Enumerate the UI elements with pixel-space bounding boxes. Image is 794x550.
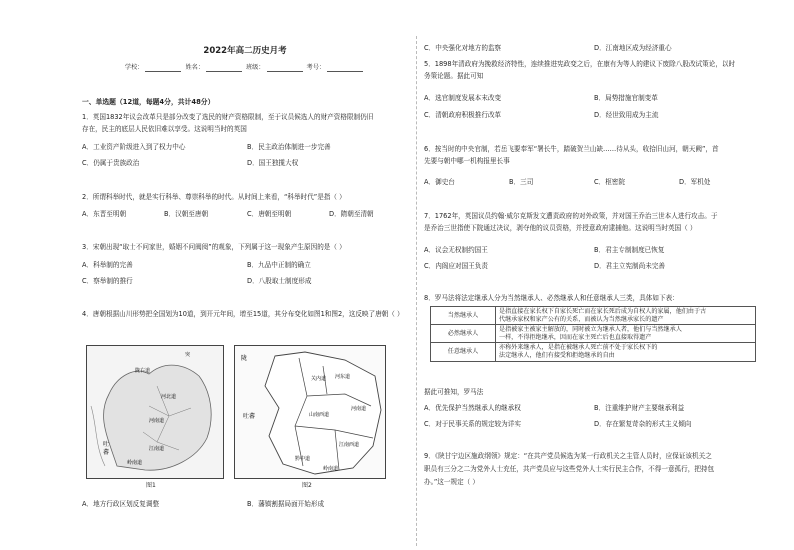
- question-3-option-a[interactable]: A．科举制的完善: [82, 261, 133, 269]
- question-7: [424, 212, 764, 232]
- table-cell-heir-type: 必然继承人: [431, 325, 496, 343]
- svg-text:吐: 吐: [103, 441, 110, 448]
- question-8-option-b[interactable]: B．注重维护财产主要继承利益: [594, 404, 685, 412]
- svg-text:黔中道: 黔中道: [295, 456, 311, 462]
- table-cell-description: [496, 325, 756, 343]
- question-2-option-d[interactable]: D．隋朝至清朝: [329, 210, 374, 218]
- class-blank[interactable]: [267, 65, 303, 72]
- school-label: 学校：: [124, 64, 144, 71]
- question-2-option-a[interactable]: A．东晋至明朝: [82, 210, 127, 218]
- question-7-option-a[interactable]: A．议会无权制约国王: [424, 246, 488, 254]
- svg-text:江南西道: 江南西道: [339, 442, 360, 448]
- question-1-stem-line2: 存在，民主的底层人民依旧难以享受。这说明当时的英国: [82, 125, 247, 134]
- question-4-option-d[interactable]: D．江南地区成为经济重心: [594, 44, 672, 52]
- table-row: [431, 307, 756, 325]
- table-row: [431, 325, 756, 343]
- question-6-stem-line2: 先要与朝中哪一机构报里长事: [424, 157, 510, 166]
- map-figure-1-drawing: [87, 346, 223, 478]
- map-figure-2-drawing: [235, 346, 385, 478]
- name-label: 姓名：: [185, 64, 205, 71]
- question-8-after-line: 据此可推知，罗马法: [424, 388, 484, 396]
- inheritance-table: [430, 306, 756, 362]
- student-info-line: [82, 64, 408, 72]
- right-column: [424, 0, 764, 550]
- svg-text:关内道: 关内道: [311, 376, 327, 382]
- question-1-option-c[interactable]: C．仍属于贵族政治: [82, 159, 140, 167]
- figure-1-caption: 图1: [146, 482, 156, 489]
- svg-text:河北道: 河北道: [161, 394, 177, 400]
- question-9-stem-line2: 职员有三分之二为党外人士充任，共产党员应与这些党外人士实行民主合作，不得一意孤行，把持包: [424, 465, 715, 474]
- question-5-option-c[interactable]: C．清朝政府积极推行改革: [424, 111, 502, 119]
- svg-text:河南道: 河南道: [149, 418, 165, 424]
- exam-title: 2022年高二历史月考: [203, 46, 287, 56]
- left-column: [82, 0, 408, 550]
- svg-text:岭南道: 岭南道: [323, 466, 339, 472]
- class-label: 班级：: [245, 64, 265, 71]
- svg-text:河东道: 河东道: [335, 374, 351, 380]
- question-6-option-c[interactable]: C．枢密院: [594, 178, 625, 186]
- svg-text:江南道: 江南道: [149, 446, 165, 452]
- exam-no-label: 考号：: [306, 64, 326, 71]
- question-5-option-d[interactable]: D．经世致用成为主流: [594, 111, 659, 119]
- question-2-option-c[interactable]: C．唐朝至明朝: [247, 210, 292, 218]
- table-cell-heir-type: 当然继承人: [431, 307, 496, 325]
- question-6-option-d[interactable]: D．军机处: [679, 178, 711, 186]
- question-4-stem: 4．唐朝根据山川形势把全国划为10道，到开元年间，增至15道，其分布变化如图1和图2，这反映了唐朝（ ）: [82, 310, 404, 318]
- question-5-option-a[interactable]: A．选官制度发展本末改变: [424, 94, 502, 102]
- question-2-stem: 2．所谓科举时代，就是实行科举、尊崇科举的时代。从时间上来看，“科举时代”是指（ ）: [82, 193, 346, 201]
- question-1-option-d[interactable]: D．国王独揽大权: [247, 159, 299, 167]
- question-5-stem-line1: 5．1898年清政府为挽救经济特性，连续推进宪政变之后，在康有为等人的建议下废除八股改试策论，以时: [424, 60, 736, 68]
- svg-text:蕃: 蕃: [103, 449, 110, 456]
- question-5: [424, 60, 764, 80]
- table-cell-description: [496, 343, 756, 361]
- question-4-option-c[interactable]: C．中央强化对地方的监察: [424, 44, 502, 52]
- question-7-stem-line1: 7．1762年，英国议员约翰·威尔克斯发文遭责政府的对外政策，并对国王乔治三世本人进行攻击。于: [424, 212, 718, 220]
- question-6-stem-line1: 6．按当时的中央官制，若岳飞要奉军“署长牛，踏破贺兰山缺……待从头，收拾旧山河，朝天阙”，首: [424, 145, 719, 153]
- question-9-stem-line1: 9．《陕甘宁边区施政纲领》规定：“在共产党员候选为某一行政机关之主管人员时，应保证该机关之: [424, 452, 712, 460]
- question-7-stem-line2: 是乔治三世指使下院通过决议，剥夺他的议员资格，并授意政府逮捕他。这说明当时英国（ ）: [424, 224, 697, 233]
- section-heading: 一、单选题（12道，每题4分，共计48分）: [82, 98, 215, 106]
- svg-text:岭南道: 岭南道: [127, 460, 143, 466]
- table-cell-line: 是指被家主被家主解放的，同时被立为继承人者，他们与当然继承人: [499, 326, 682, 334]
- question-5-option-b[interactable]: B．局势措施官制变革: [594, 94, 658, 102]
- svg-text:吐蕃: 吐蕃: [243, 413, 256, 420]
- question-3-option-c[interactable]: C．察举制的推行: [82, 277, 133, 285]
- question-8-option-d[interactable]: D．存在繁复苛杂的形式主义倾向: [594, 420, 692, 428]
- question-1: [82, 113, 408, 133]
- question-3-option-d[interactable]: D．八股取士制度形成: [247, 277, 312, 285]
- question-6-option-a[interactable]: A．御史台: [424, 178, 455, 186]
- question-5-stem-line2: 务策论题。据此可知: [424, 72, 484, 81]
- question-6-option-b[interactable]: B．三司: [509, 178, 534, 186]
- map-figure-2: [234, 345, 386, 479]
- svg-text:山南西道: 山南西道: [309, 412, 330, 418]
- question-7-option-c[interactable]: C．内阁应对国王负责: [424, 262, 488, 270]
- svg-text:陇: 陇: [241, 355, 248, 362]
- name-blank[interactable]: [206, 65, 242, 72]
- question-2-option-b[interactable]: B．汉朝至唐朝: [164, 210, 209, 218]
- svg-text:河南道: 河南道: [351, 406, 367, 412]
- question-4-option-b[interactable]: B．藩镇割据局面开始形成: [247, 500, 325, 508]
- question-3-option-b[interactable]: B．九品中正制的确立: [247, 261, 311, 269]
- question-9: [424, 452, 764, 487]
- question-1-stem-line1: 1．英国1832年议会改革只是部分改变了选民的财产资格限制，至于议员候选人的财产资格限制仍旧: [82, 113, 374, 121]
- question-9-stem-line3: 办。”这一规定（ ）: [424, 478, 479, 487]
- question-7-option-b[interactable]: B．君主专制制度已恢复: [594, 246, 665, 254]
- table-cell-line: 一样，不得拒绝继承，因而在家主死亡后也直接取得遗产: [499, 333, 652, 341]
- table-cell-line: 亦称外来继承人，是指在被继承人死亡前不处于家长权下的: [499, 344, 658, 352]
- question-3-stem: 3．宋朝出现“取士不问家世，婚姻不问阀阅”的观象，下列属于这一现象产生原因的是（ ）: [82, 243, 346, 251]
- map-figure-1: [86, 345, 224, 479]
- question-8-option-c[interactable]: C．对于民事关系的规定较为详实: [424, 420, 521, 428]
- exam-no-blank[interactable]: [327, 65, 363, 72]
- question-7-option-d[interactable]: D．君主立宪制尚未完善: [594, 262, 666, 270]
- table-cell-description: [496, 307, 756, 325]
- table-row: [431, 343, 756, 361]
- table-cell-line: 法定继承人，他们有接受和拒绝继承的自由: [499, 352, 615, 360]
- column-divider: [416, 36, 417, 546]
- table-cell-heir-type: 任意继承人: [431, 343, 496, 361]
- school-blank[interactable]: [145, 65, 181, 72]
- question-1-option-b[interactable]: B．民主政治体制进一步完善: [247, 143, 331, 151]
- svg-text:陇右道: 陇右道: [135, 368, 151, 374]
- question-1-option-a[interactable]: A．工业资产阶级进入到了权力中心: [82, 143, 186, 151]
- question-8-stem: 8．罗马法将法定继承人分为当然继承人、必然继承人和任意继承人三类，具体如下表：: [424, 294, 679, 302]
- table-cell-line: 代继承家权和家产公有的关系，而被认为当然继承家长的遗产: [499, 315, 664, 323]
- question-4-option-a[interactable]: A．地方行政区划反复调整: [82, 500, 160, 508]
- svg-text:突: 突: [185, 352, 191, 358]
- question-6: [424, 145, 764, 165]
- table-cell-line: 是指直接在家长权下自家长死亡而在家长死后成为自权人的家属，他们由于古: [499, 308, 707, 315]
- figure-2-caption: 图2: [302, 482, 312, 489]
- question-8-option-a[interactable]: A．优先保护当然继承人的继承权: [424, 404, 521, 412]
